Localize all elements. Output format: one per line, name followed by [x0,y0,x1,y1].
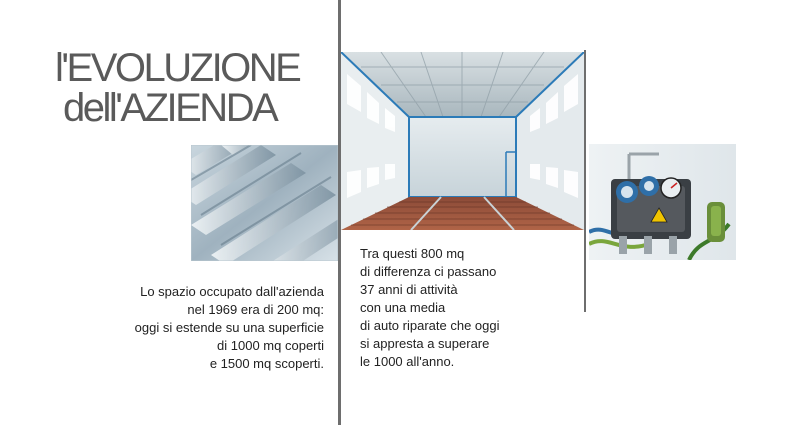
right-text-line: Tra questi 800 mq [360,246,465,261]
left-text-line: oggi si estende su una superficie [134,320,324,335]
right-text-line: le 1000 all'anno. [360,354,455,369]
right-text-line: si appresta a superare [360,336,490,351]
page-title [55,48,299,128]
right-text-line: di differenza ci passano [360,264,497,279]
title-line-2: dell'AZIENDA [63,86,277,130]
title-line-1: l'EVOLUZIONE [55,46,300,90]
left-text-line: e 1500 mq scoperti. [209,356,324,371]
right-text-line: con una media [360,300,446,315]
right-text-line: 37 anni di attività [360,282,458,297]
left-text-line: Lo spazio occupato dall'azienda [140,284,324,299]
photo-paint-booth [341,52,584,230]
divider-line-right [584,50,586,312]
right-paragraph [360,245,499,371]
photo-paint-equipment [589,144,736,260]
left-text-line: nel 1969 era di 200 mq: [187,302,324,317]
photo-filter-panels [191,145,338,261]
right-text-line: di auto riparate che oggi [360,318,500,333]
left-paragraph [135,283,324,373]
left-text-line: di 1000 mq coperti [217,338,324,353]
